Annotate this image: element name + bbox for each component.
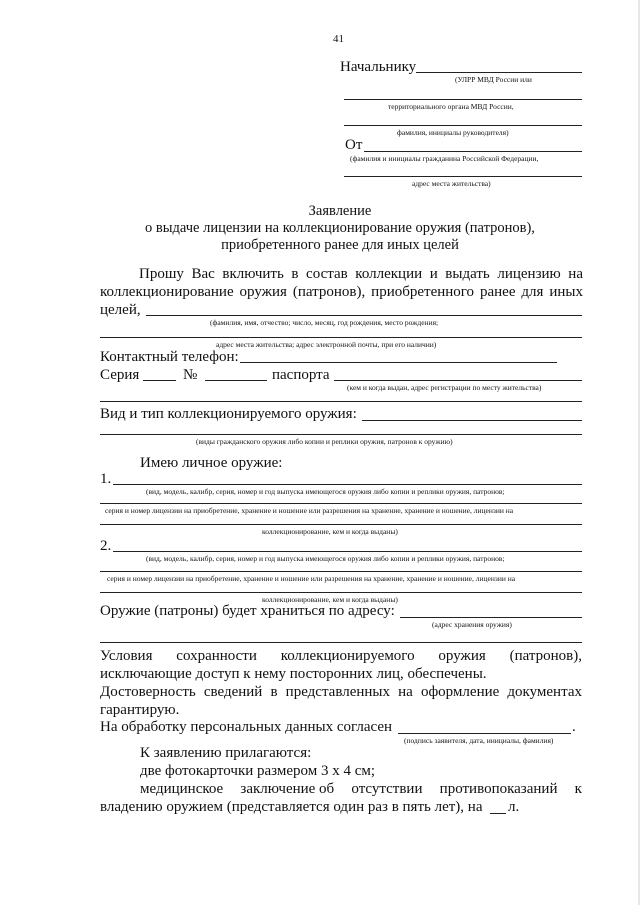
weapon-type-field-line[interactable] — [362, 420, 582, 421]
attachment-2-word-1: медицинское — [140, 781, 224, 797]
conditions-word-4: оружия — [438, 648, 486, 664]
conditions-word-3: коллекционируемого — [280, 648, 415, 664]
request-line-1: Прошу Вас включить в состав коллекции и выдать лицензию на — [139, 266, 583, 282]
to-field-line-3[interactable] — [344, 125, 582, 126]
reliability-line-1: Достоверность сведений в представленных на оформление документах — [100, 684, 582, 700]
from-field-line[interactable] — [364, 151, 582, 152]
to-label: Начальнику — [340, 59, 417, 75]
passport-field-line-2[interactable] — [100, 401, 582, 402]
consent-label: На обработку персональных данных согласен — [100, 719, 393, 735]
conditions-line-1 — [100, 648, 582, 665]
attachment-2-word-3: отсутствии — [351, 781, 423, 797]
conditions-line-2: исключающие доступ к нему посторонних лиц, обеспечены. — [100, 666, 487, 682]
item-1-caption-a: (вид, модель, калибр, серия, номер и год выпуска имеющегося оружия либо копии и реплики оружия, патронов; — [146, 487, 505, 496]
item-2-caption-c: коллекционирование, кем и когда выданы) — [262, 595, 398, 604]
to-caption-1: (УЛРР МВД России или — [455, 75, 532, 84]
attachments-label: К заявлению прилагаются: — [140, 745, 312, 761]
attachment-1: две фотокарточки размером 3 х 4 см; — [140, 763, 376, 779]
passport-field-line[interactable] — [334, 380, 582, 381]
weapon-type-label: Вид и тип коллекционируемого оружия: — [100, 406, 357, 422]
phone-field-line[interactable] — [240, 362, 557, 363]
item-2-field-line-2[interactable] — [100, 571, 582, 572]
attachment-2-word-5: к — [574, 781, 582, 797]
from-caption-2: адрес места жительства) — [412, 179, 491, 188]
to-caption-2: территориального органа МВД России, — [388, 102, 514, 111]
passport-caption: (кем и когда выдан, адрес регистрации по месту жительства) — [347, 383, 542, 392]
item-1-number: 1. — [100, 471, 112, 487]
attachment-2-word-2: заключение об — [240, 781, 335, 797]
item-1-caption-c: коллекционирование, кем и когда выданы) — [262, 527, 398, 536]
request-line-2: коллекционирование оружия (патронов), приобретенного ранее для иных — [100, 284, 583, 300]
to-caption-3: фамилия, инициалы руководителя) — [397, 128, 509, 137]
passport-label: паспорта — [272, 367, 330, 383]
consent-caption: (подпись заявителя, дата, инициалы, фамилия) — [404, 736, 554, 745]
item-2-caption-a: (вид, модель, калибр, серия, номер и год выпуска имеющегося оружия либо копии и реплики оружия, патронов; — [146, 554, 505, 563]
item-1-field-line-2[interactable] — [100, 503, 582, 504]
consent-signature-line[interactable] — [398, 733, 571, 734]
address-caption: адрес места жительства; адрес электронной почты, при его наличии) — [216, 340, 437, 349]
attachment-pages-field[interactable] — [490, 813, 506, 814]
item-1-caption-b: серия и номер лицензии на приобретение, хранение и ношение или разрешения на хранение, хранение и ношение, лицензии на — [105, 506, 514, 515]
item-2-field-line[interactable] — [113, 551, 582, 552]
document-title: Заявление — [308, 203, 372, 219]
to-field-line-2[interactable] — [344, 99, 582, 100]
attachment-2-line-1 — [140, 781, 582, 798]
to-field-line[interactable] — [416, 72, 582, 73]
series-field-line[interactable] — [143, 380, 176, 381]
item-2-caption-b: серия и номер лицензии на приобретение, хранение и ношение или разрешения на хранение, хранение и ношение, лицензии на — [107, 574, 516, 583]
conditions-word-5: (патронов), — [509, 648, 582, 664]
reliability-line-2: гарантирую. — [100, 702, 180, 718]
phone-label: Контактный телефон: — [100, 349, 239, 365]
address-field-line[interactable] — [100, 337, 582, 338]
consent-end: . — [572, 719, 576, 735]
item-1-field-line[interactable] — [113, 484, 582, 485]
series-label: Серия — [100, 367, 140, 383]
item-2-number: 2. — [100, 538, 112, 554]
request-line-3: целей, — [100, 302, 141, 318]
storage-field-line[interactable] — [400, 617, 582, 618]
personal-weapon-label: Имею личное оружие: — [140, 455, 283, 471]
document-subtitle-2: приобретенного ранее для иных целей — [221, 237, 459, 253]
storage-field-line-2[interactable] — [100, 642, 582, 643]
page-number: 41 — [333, 33, 344, 45]
number-label: № — [183, 367, 198, 383]
from-field-line-2[interactable] — [344, 176, 582, 177]
from-caption-1: (фамилия и инициалы гражданина Российской Федерации, — [350, 154, 539, 163]
document-subtitle-1: о выдаче лицензии на коллекционирование оружия (патронов), — [145, 220, 535, 236]
item-2-field-line-3[interactable] — [100, 592, 582, 593]
weapon-type-field-line-2[interactable] — [100, 434, 582, 435]
storage-caption: (адрес хранения оружия) — [432, 620, 512, 629]
attachment-2-word-4: противопоказаний — [439, 781, 558, 797]
weapon-type-caption: (виды гражданского оружия либо копии и реплики оружия, патронов к оружию) — [196, 437, 453, 446]
conditions-word-1: Условия — [100, 648, 153, 664]
number-field-line[interactable] — [205, 380, 267, 381]
item-1-field-line-3[interactable] — [100, 524, 582, 525]
fio-field-line[interactable] — [146, 315, 582, 316]
fio-caption: (фамилия, имя, отчество; число, месяц, год рождения, место рождения; — [210, 318, 439, 327]
attachment-2-line-2: владению оружием (представляется один раз в пять лет), на — [100, 799, 483, 815]
conditions-word-2: сохранности — [176, 648, 257, 664]
attachment-2-end: л. — [508, 799, 520, 815]
storage-label: Оружие (патроны) будет храниться по адресу: — [100, 603, 395, 619]
from-label: От — [345, 137, 363, 153]
